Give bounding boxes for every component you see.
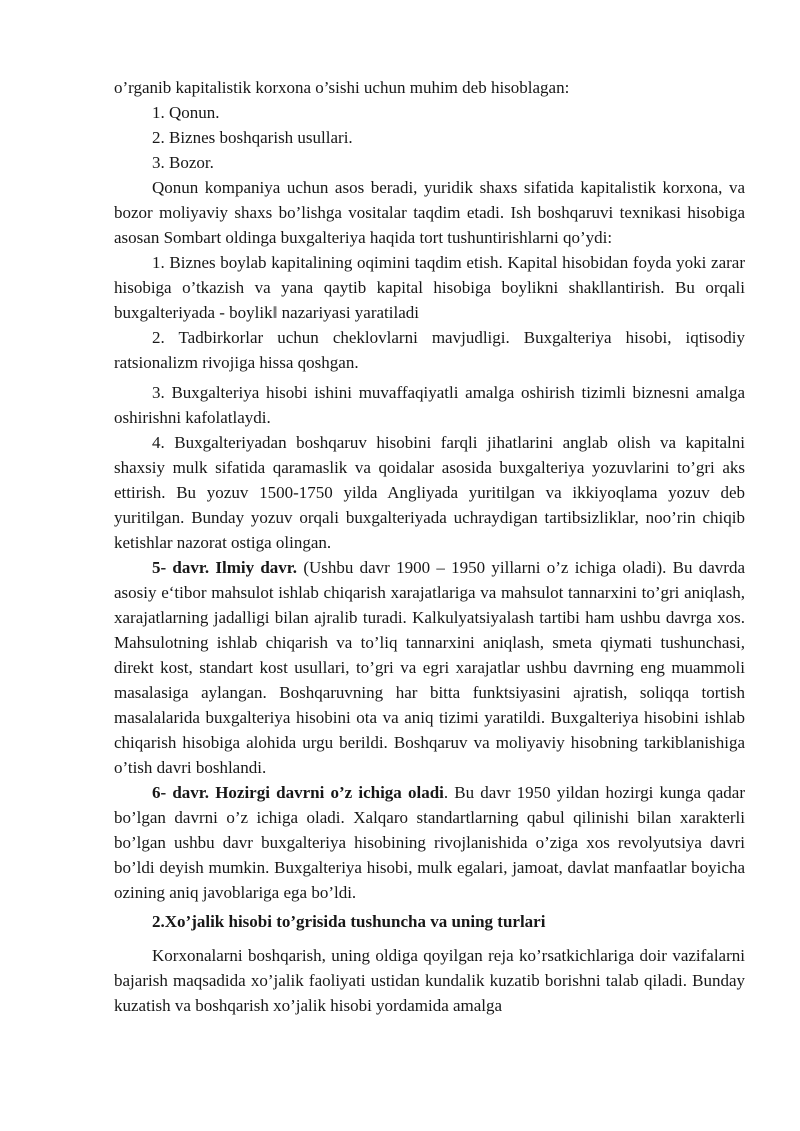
paragraph: 3. Buxgalteriya hisobi ishini muvaffaqiyatli amalga oshirish tizimli biznesni amalga oshirishni kafolatlaydi. xyxy=(114,383,745,427)
paragraph: o’rganib kapitalistik korxona o’sishi uchun muhim deb hisoblagan: xyxy=(114,78,570,97)
paragraph: Qonun kompaniya uchun asos beradi, yuridik shaxs sifatida kapitalistik korxona, va bozor moliyaviy shaxs bo’lishga vositalar taqdim etadi. Ish boshqaruvi texnikasi hisobiga asosan Sombart oldinga buxgalteriya haqida tort tushuntirishlarni qo’ydi: xyxy=(114,178,745,247)
paragraph: 1. Qonun. xyxy=(152,103,220,122)
paragraph: 2. Biznes boshqarish usullari. xyxy=(152,128,353,147)
section-heading: 2.Xo’jalik hisobi to’grisida tushuncha va uning turlari xyxy=(152,912,546,931)
paragraph-lead: 5- davr. Ilmiy davr. xyxy=(152,558,304,577)
paragraph: 2. Tadbirkorlar uchun cheklovlarni mavjudligi. Buxgalteriya hisobi, iqtisodiy ratsionalizm rivojiga hissa qoshgan. xyxy=(114,328,745,372)
paragraph: 1. Biznes boylab kapitalining oqimini taqdim etish. Kapital hisobidan foyda yoki zarar hisobiga o’tkazish va yana qaytib kapital hisobiga boylikni shakllantirish. Bu orqali buxgalteriyada - boylik‖ nazariyasi yaratiladi xyxy=(114,253,745,322)
text-block xyxy=(114,75,745,1018)
paragraph-lead: 6- davr. Hozirgi davrni o’z ichiga oladi xyxy=(152,783,444,802)
paragraph: 6- davr. Hozirgi davrni o’z ichiga oladi. Bu davr 1950 yildan hozirgi kunga qadar bo’lgan davrni o’z ichiga oladi. Xalqaro standartlarning qabul qilinishi bilan xarakterli bo’lgan ushbu davr buxgalteriya hisobining rivojlanishida o’ziga xos revolyutsiya davri bo’ldi deyish mumkin. Buxgalteriya hisobi, mulk egalari, jamoat, davlat manfaatlar boyicha ozining aniq javoblariga ega bo’ldi. xyxy=(114,783,745,902)
paragraph: Korxonalarni boshqarish, uning oldiga qoyilgan reja ko’rsatkichlariga doir vazifalarni bajarish maqsadida xo’jalik faoliyati ustidan kundalik kuzatib borishni talab qiladi. Bunday kuzatish va boshqarish xo’jalik hisobi yordamida amalga xyxy=(114,946,745,1015)
paragraph: 3. Bozor. xyxy=(152,153,214,172)
paragraph: 5- davr. Ilmiy davr. (Ushbu davr 1900 – 1950 yillarni o’z ichiga oladi). Bu davrda asosiy e‘tibor mahsulot ishlab chiqarish xarajatlariga va mahsulot tannarxini to’gri aniqlash, xarajatlarning jadalligi bilan ajralib turadi. Kalkulyatsiyalash tartibi ham ushbu davrga xos. Mahsulotning ishlab chiqarish va to’liq tannarxini aniqlash, smeta qiymati tushunchasi, direkt kost, standart kost usullari, to’gri va egri xarajatlar ushbu davrning eng muammoli masalasiga aylangan. Boshqaruvning har bitta funktsiyasini ajratish, soliqqa tortish masalalarida buxgalteriya hisobini ota va aniq tizimi yaratildi. Buxgalteriya hisobini ishlab chiqarish hisobiga alohida urgu berildi. Boshqaruv va moliyaviy hisobning tarkiblanishiga o’tish davri boshlandi. xyxy=(114,558,745,777)
paragraph: 4. Buxgalteriyadan boshqaruv hisobini farqli jihatlarini anglab olish va kapitalni shaxsiy mulk sifatida qaramaslik va qoidalar asosida buxgalteriya yozuvlarini to’gri aks ettirish. Bu yozuv 1500-1750 yilda Angliyada yuritilgan va ikkiyoqlama yozuv deb yuritilgan. Bunday yozuv orqali buxgalteriyada uchraydigan tartibsizliklar, noo’rin chiqib ketishlar nazorat ostiga olingan. xyxy=(114,433,745,552)
